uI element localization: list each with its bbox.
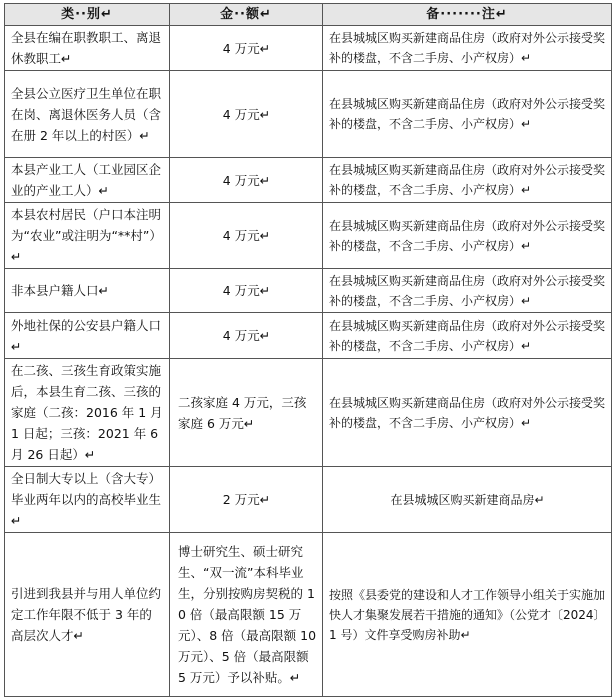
cell-category: 全县在编在职教职工、离退休教职工↵ xyxy=(5,26,170,71)
cell-note: 在县城城区购买新建商品住房（政府对外公示接受奖补的楼盘，不含二手房、小产权房）↵ xyxy=(323,269,612,313)
table-row xyxy=(5,203,612,269)
table-row xyxy=(5,359,612,467)
cell-amount: 4 万元↵ xyxy=(170,269,323,313)
cell-note: 在县城城区购买新建商品住房（政府对外公示接受奖补的楼盘，不含二手房、小产权房）↵ xyxy=(323,158,612,203)
table-header-row xyxy=(5,4,612,26)
cell-category: 引进到我县并与用人单位约定工作年限不低于 3 年的高层次人才↵ xyxy=(5,533,170,697)
table-row xyxy=(5,26,612,71)
cell-note: 按照《县委党的建设和人才工作领导小组关于实施加快人才集聚发展若干措施的通知》（公党才〔2024〕1 号）文件享受购房补助↵ xyxy=(323,533,612,697)
cell-category: 全县公立医疗卫生单位在职在岗、离退休医务人员（含在册 2 年以上的村医）↵ xyxy=(5,71,170,158)
cell-category: 在二孩、三孩生育政策实施后，本县生育二孩、三孩的家庭（二孩：2016 年 1 月 1 日起；三孩：2021 年 6 月 26 日起）↵ xyxy=(5,359,170,467)
table-row xyxy=(5,313,612,359)
cell-category: 全日制大专以上（含大专）毕业两年以内的高校毕业生↵ xyxy=(5,467,170,533)
cell-amount: 4 万元↵ xyxy=(170,71,323,158)
table-row xyxy=(5,467,612,533)
cell-note: 在县城城区购买新建商品住房（政府对外公示接受奖补的楼盘，不含二手房、小产权房）↵ xyxy=(323,26,612,71)
header-note: 备·······注↵ xyxy=(323,4,612,26)
header-category: 类··别↵ xyxy=(5,4,170,26)
cell-amount: 二孩家庭 4 万元，三孩家庭 6 万元↵ xyxy=(170,359,323,467)
cell-category: 外地社保的公安县户籍人口↵ xyxy=(5,313,170,359)
cell-note: 在县城城区购买新建商品房↵ xyxy=(323,467,612,533)
header-amount: 金··额↵ xyxy=(170,4,323,26)
cell-amount: 博士研究生、硕士研究生、“双一流”本科毕业生，分别按购房契税的 10 倍（最高限额 15 万元）、8 倍（最高限额 10 万元）、5 倍（最高限额 5 万元）予以补贴。↵ xyxy=(170,533,323,697)
cell-category: 非本县户籍人口↵ xyxy=(5,269,170,313)
cell-note: 在县城城区购买新建商品住房（政府对外公示接受奖补的楼盘，不含二手房、小产权房）↵ xyxy=(323,313,612,359)
cell-note: 在县城城区购买新建商品住房（政府对外公示接受奖补的楼盘，不含二手房、小产权房）↵ xyxy=(323,359,612,467)
cell-amount: 4 万元↵ xyxy=(170,158,323,203)
cell-category: 本县产业工人（工业园区企业的产业工人）↵ xyxy=(5,158,170,203)
cell-amount: 4 万元↵ xyxy=(170,26,323,71)
table-row xyxy=(5,269,612,313)
table-row xyxy=(5,158,612,203)
cell-note: 在县城城区购买新建商品住房（政府对外公示接受奖补的楼盘，不含二手房、小产权房）↵ xyxy=(323,203,612,269)
cell-amount: 4 万元↵ xyxy=(170,313,323,359)
cell-amount: 4 万元↵ xyxy=(170,203,323,269)
cell-category: 本县农村居民（户口本注明为“农业”或注明为“**村”）↵ xyxy=(5,203,170,269)
table-row xyxy=(5,533,612,697)
subsidy-table xyxy=(4,3,612,697)
table-row xyxy=(5,71,612,158)
cell-note: 在县城城区购买新建商品住房（政府对外公示接受奖补的楼盘，不含二手房、小产权房）↵ xyxy=(323,71,612,158)
cell-amount: 2 万元↵ xyxy=(170,467,323,533)
